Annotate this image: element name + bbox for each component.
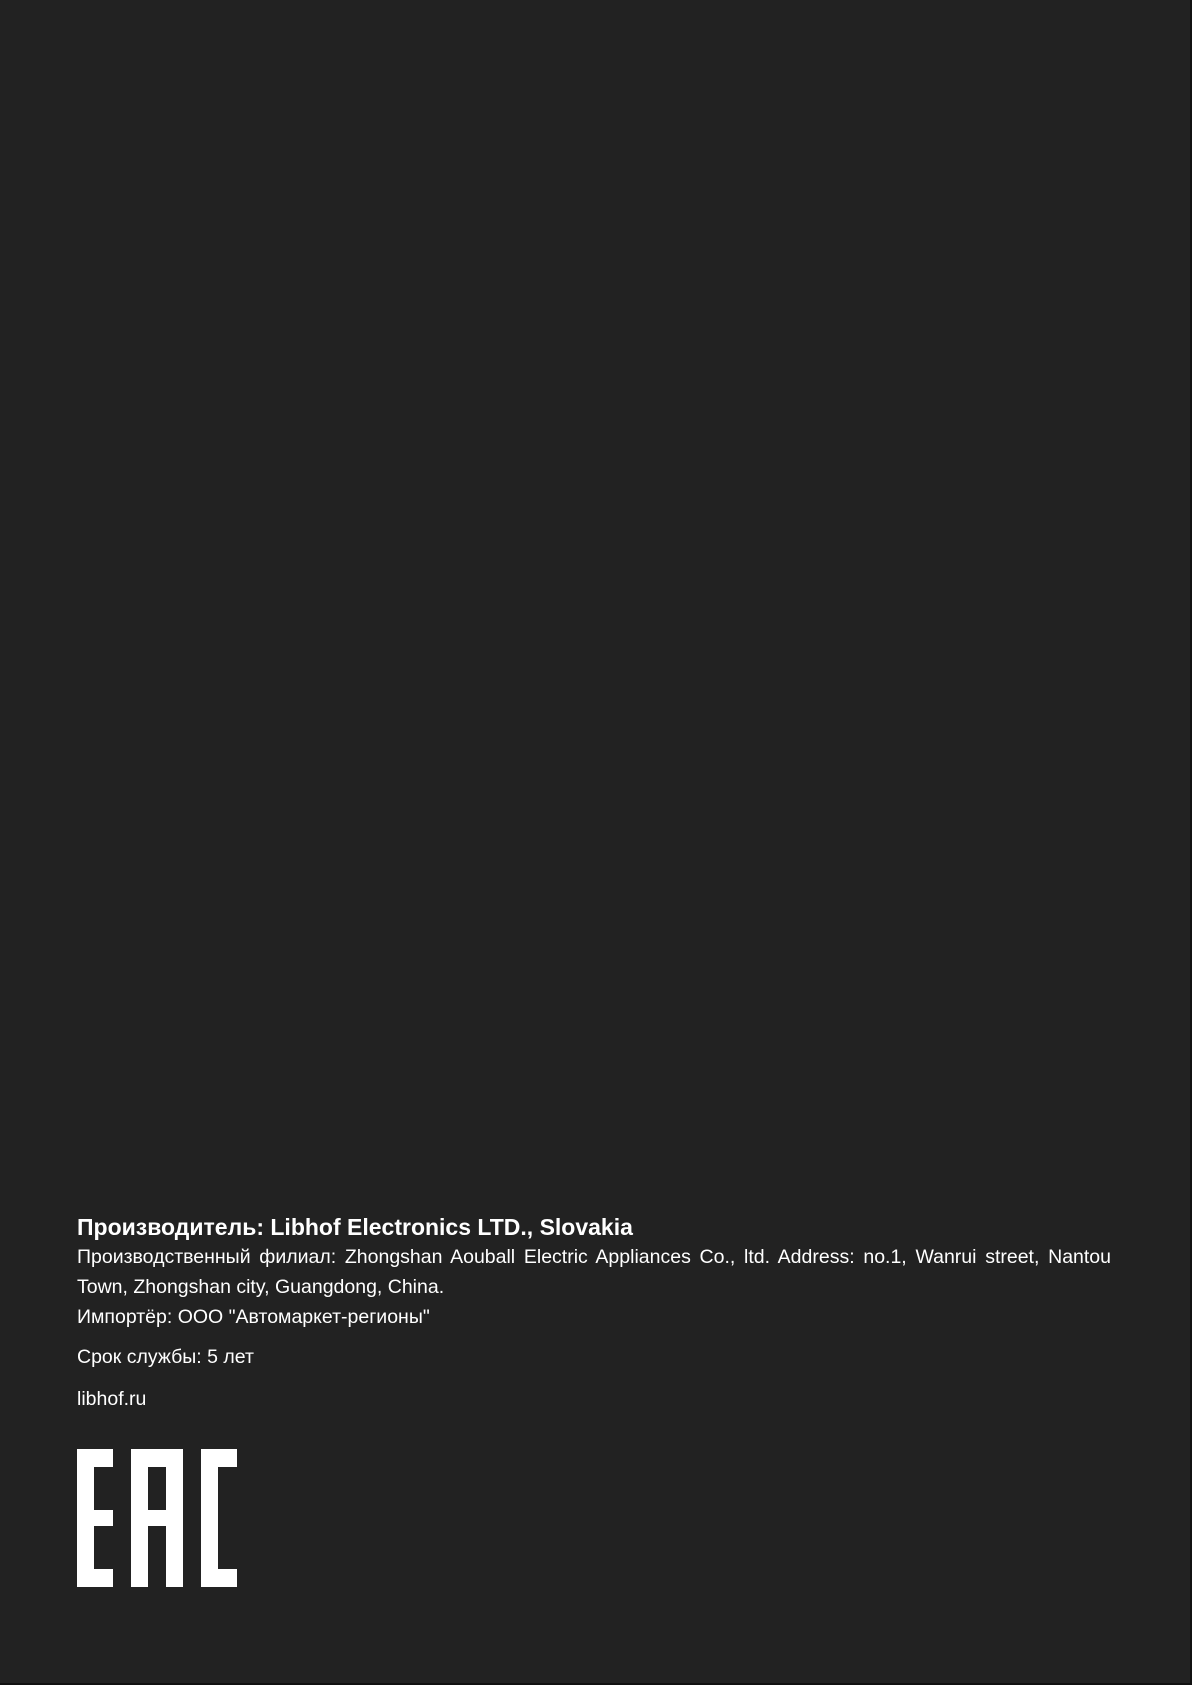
manufacturer-info-block: [77, 1212, 1111, 1414]
service-life-text: Срок службы: 5 лет: [77, 1346, 254, 1368]
importer-text: Импортёр: ООО "Автомаркет-регионы": [77, 1306, 430, 1328]
production-branch-text: Производственный филиал: Zhongshan Aouball Electric Appliances Co., ltd. Address: no.1, Wanrui street, Nantou Town, Zhongshan city, Guangdong, China.: [77, 1246, 1111, 1298]
website-link[interactable]: libhof.ru: [77, 1388, 147, 1410]
manufacturer-heading: Производитель: Libhof Electronics LTD., Slovakia: [77, 1214, 633, 1240]
eac-mark-icon: [77, 1449, 237, 1587]
